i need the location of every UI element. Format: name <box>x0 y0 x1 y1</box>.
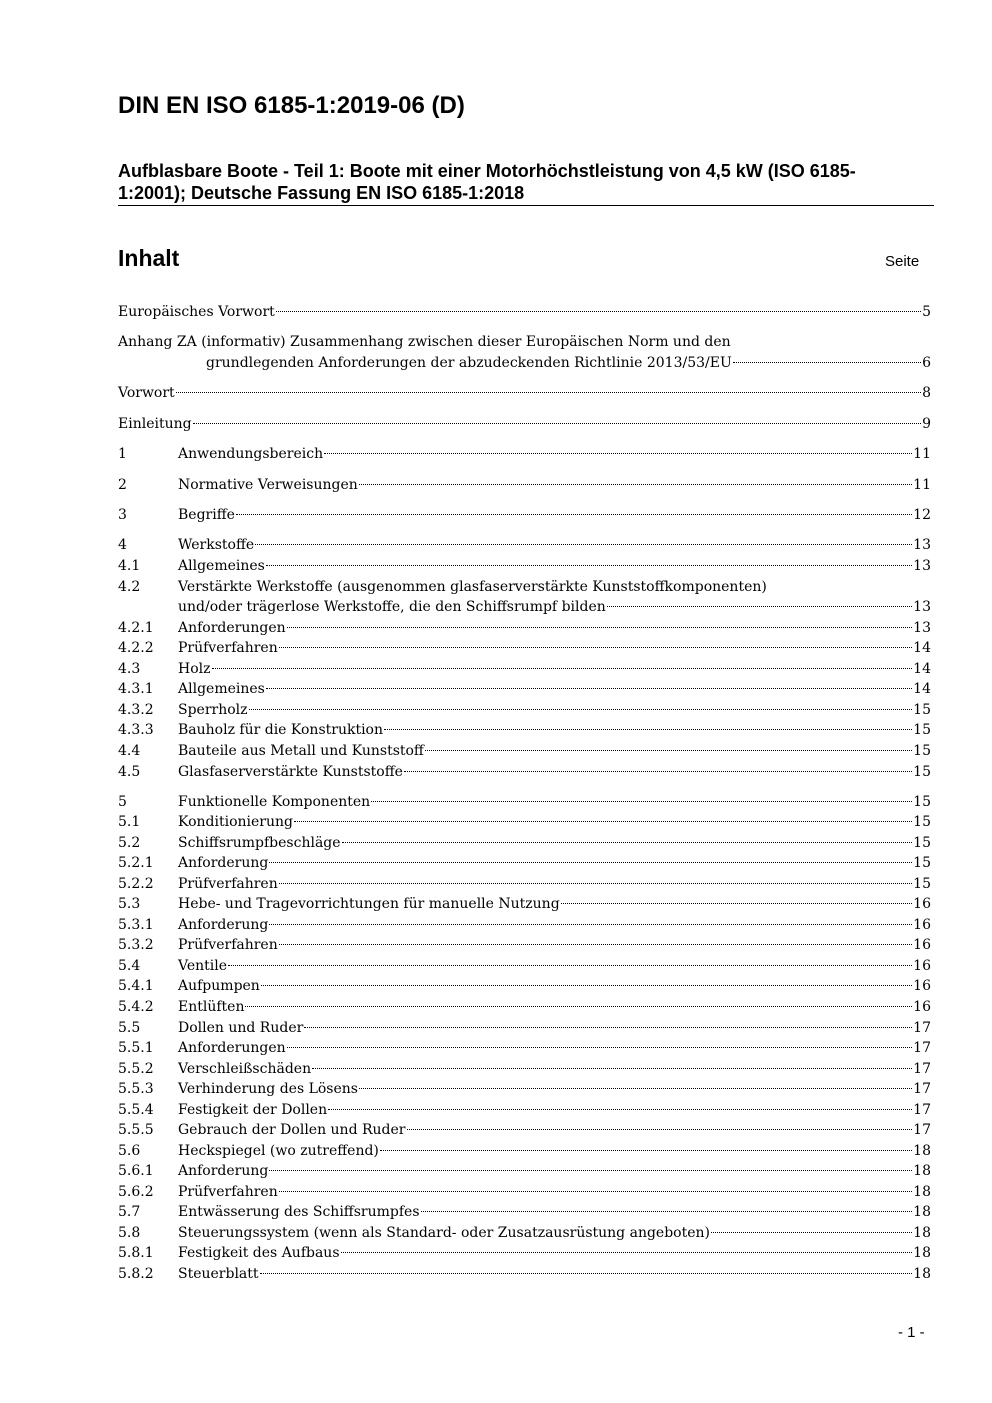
toc-entry[interactable] <box>118 505 931 525</box>
toc-entry[interactable] <box>118 976 931 996</box>
toc-dot-leader <box>380 1150 912 1151</box>
toc-entry-page: 18 <box>913 1204 931 1220</box>
toc-entry-number: 4.5 <box>118 764 141 780</box>
toc-dot-leader <box>304 1027 912 1028</box>
toc-entry-page: 18 <box>913 1163 931 1179</box>
toc-dot-leader <box>266 565 912 566</box>
toc-entry[interactable] <box>118 894 931 914</box>
toc-entry[interactable] <box>118 383 931 403</box>
toc-entry-number: 5.3.1 <box>118 917 154 933</box>
toc-entry-number: 5.5.4 <box>118 1102 154 1118</box>
toc-entry-title: Schiffsrumpfbeschläge <box>178 835 341 851</box>
toc-entry[interactable] <box>118 444 931 464</box>
toc-entry-title: Anforderungen <box>178 620 286 636</box>
document-title: DIN EN ISO 6185-1:2019-06 (D) <box>118 92 465 119</box>
toc-entry-number: 5.8 <box>118 1225 141 1241</box>
toc-entry-page: 17 <box>913 1061 931 1077</box>
toc-entry-number: 5.6 <box>118 1143 141 1159</box>
toc-dot-leader <box>236 514 912 515</box>
toc-entry-title: Einleitung <box>118 416 192 432</box>
toc-entry[interactable] <box>118 1018 931 1038</box>
toc-entry-title: Vorwort <box>118 385 175 401</box>
toc-entry-page: 13 <box>913 558 931 574</box>
toc-entry-title: Europäisches Vorwort <box>118 304 275 320</box>
toc-entry-title: Anforderung <box>178 917 269 933</box>
toc-dot-leader <box>328 1109 912 1110</box>
toc-entry[interactable] <box>118 659 931 679</box>
toc-entry[interactable] <box>118 679 931 699</box>
toc-entry[interactable] <box>118 475 931 495</box>
toc-entry-title: Dollen und Ruder <box>178 1020 304 1036</box>
toc-entry-title: Steuerblatt <box>178 1266 259 1282</box>
toc-entry[interactable] <box>118 1264 931 1284</box>
toc-dot-leader <box>561 903 913 904</box>
toc-entry-page: 16 <box>913 958 931 974</box>
toc-entry-page: 15 <box>913 855 931 871</box>
toc-entry-title: Verhinderung des Lösens <box>178 1081 358 1097</box>
toc-entry[interactable] <box>118 792 931 812</box>
toc-heading: Inhalt <box>118 245 180 271</box>
toc-entry-page: 18 <box>913 1184 931 1200</box>
toc-entry-page: 9 <box>922 416 931 432</box>
toc-entry-number: 5.5 <box>118 1020 141 1036</box>
toc-dot-leader <box>255 544 912 545</box>
toc-entry-page: 15 <box>913 702 931 718</box>
toc-entry-page: 15 <box>913 743 931 759</box>
toc-entry[interactable] <box>118 762 931 782</box>
toc-dot-leader <box>711 1232 912 1233</box>
toc-entry-page: 15 <box>913 876 931 892</box>
toc-entry-number: 5.3 <box>118 896 141 912</box>
toc-entry[interactable] <box>118 1243 931 1263</box>
toc-entry[interactable] <box>118 1182 931 1202</box>
toc-dot-leader <box>212 668 913 669</box>
toc-entry-title: Steuerungssystem (wenn als Standard- oder Zusatzausrüstung angeboten) <box>178 1225 710 1241</box>
toc-entry[interactable] <box>118 535 931 555</box>
toc-entry-title: Normative Verweisungen <box>178 477 358 493</box>
toc-entry-number: 4.3.2 <box>118 702 154 718</box>
toc-entry-page: 18 <box>913 1225 931 1241</box>
toc-entry-number: 5.5.2 <box>118 1061 154 1077</box>
toc-entry-page: 8 <box>922 385 931 401</box>
toc-entry[interactable] <box>118 556 931 576</box>
toc-entry[interactable] <box>118 956 931 976</box>
toc-entry-page: 16 <box>913 917 931 933</box>
toc-entry-title: Allgemeines <box>178 681 265 697</box>
toc-entry-number: 5.4 <box>118 958 141 974</box>
toc-entry[interactable] <box>118 597 931 617</box>
toc-entry-title: Anhang ZA (informativ) Zusammenhang zwischen dieser Europäischen Norm und den <box>118 334 731 350</box>
toc-dot-leader <box>359 484 912 485</box>
toc-entry-title: Bauteile aus Metall und Kunststoff <box>178 743 424 759</box>
toc-entry[interactable] <box>118 414 931 434</box>
toc-entry[interactable] <box>118 741 931 761</box>
toc-entry-title: Begriffe <box>178 507 235 523</box>
toc-entry-page: 17 <box>913 1040 931 1056</box>
toc-entry-title: Prüfverfahren <box>178 640 278 656</box>
toc-entry[interactable] <box>118 353 931 373</box>
toc-entry-title: Bauholz für die Konstruktion <box>178 722 383 738</box>
toc-entry-title: Hebe- und Tragevorrichtungen für manuelle Nutzung <box>178 896 560 912</box>
title-divider <box>118 205 934 206</box>
toc-entry-title: Funktionelle Komponenten <box>178 794 371 810</box>
toc-entry-page: 13 <box>913 620 931 636</box>
toc-entry[interactable] <box>118 302 931 322</box>
toc-entry-title: Anforderung <box>178 1163 269 1179</box>
toc-entry-number: 5.1 <box>118 814 141 830</box>
toc-entry-page: 14 <box>913 640 931 656</box>
toc-entry-page: 5 <box>922 304 931 320</box>
toc-entry-number: 5.5.5 <box>118 1122 154 1138</box>
toc-entry-number: 5.6.1 <box>118 1163 154 1179</box>
toc-dot-leader <box>404 771 912 772</box>
toc-entry[interactable] <box>118 332 931 352</box>
toc-entry-title: und/oder trägerlose Werkstoffe, die den Schiffsrumpf bilden <box>178 599 606 615</box>
toc-dot-leader <box>371 801 912 802</box>
toc-entry-page: 18 <box>913 1245 931 1261</box>
toc-entry-number: 5.2.2 <box>118 876 154 892</box>
toc-entry-number: 5.2.1 <box>118 855 154 871</box>
toc-dot-leader <box>312 1068 912 1069</box>
toc-entry[interactable] <box>118 1202 931 1222</box>
toc-entry[interactable] <box>118 1038 931 1058</box>
toc-entry-title: Konditionierung <box>178 814 293 830</box>
toc-entry-page: 18 <box>913 1266 931 1282</box>
toc-entry-page: 14 <box>913 661 931 677</box>
toc-entry[interactable] <box>118 1059 931 1079</box>
toc-entry-title: Allgemeines <box>178 558 265 574</box>
toc-entry-page: 17 <box>913 1081 931 1097</box>
toc-entry-number: 4.2.1 <box>118 620 154 636</box>
toc-entry-title: Heckspiegel (wo zutreffend) <box>178 1143 379 1159</box>
toc-entry-title: Glasfaserverstärkte Kunststoffe <box>178 764 403 780</box>
toc-dot-leader <box>261 985 912 986</box>
toc-entry-page: 15 <box>913 764 931 780</box>
toc-dot-leader <box>359 1088 912 1089</box>
toc-entry[interactable] <box>118 1223 931 1243</box>
toc-entry[interactable] <box>118 935 931 955</box>
toc-entry-number: 5.6.2 <box>118 1184 154 1200</box>
toc-entry-title: Prüfverfahren <box>178 937 278 953</box>
toc-entry-title: Festigkeit der Dollen <box>178 1102 328 1118</box>
toc-entry-title: Festigkeit des Aufbaus <box>178 1245 340 1261</box>
toc-dot-leader <box>279 647 912 648</box>
toc-entry-number: 5.7 <box>118 1204 141 1220</box>
toc-entry-page: 11 <box>913 477 931 493</box>
toc-entry-page: 17 <box>913 1122 931 1138</box>
toc-entry-number: 5.4.1 <box>118 978 154 994</box>
toc-entry-title: Ventile <box>178 958 227 974</box>
toc-entry-title: Entlüften <box>178 999 245 1015</box>
toc-entry-page: 15 <box>913 722 931 738</box>
toc-entry-page: 15 <box>913 835 931 851</box>
toc-entry[interactable] <box>118 618 931 638</box>
toc-entry[interactable] <box>118 1079 931 1099</box>
toc-entry-page: 16 <box>913 978 931 994</box>
toc-entry-title: Prüfverfahren <box>178 876 278 892</box>
toc-entry-number: 4 <box>118 537 127 553</box>
toc-dot-leader <box>384 729 912 730</box>
document-subtitle: Aufblasbare Boote - Teil 1: Boote mit einer Motorhöchstleistung von 4,5 kW (ISO 6185-1:2001); Deutsche Fassung EN ISO 6185-1:2018 <box>118 161 856 203</box>
toc-entry-number: 5.4.2 <box>118 999 154 1015</box>
toc-entry-title: Holz <box>178 661 211 677</box>
toc-entry-number: 5.5.1 <box>118 1040 154 1056</box>
toc-entry-page: 16 <box>913 896 931 912</box>
toc-entry-number: 4.3 <box>118 661 141 677</box>
toc-entry-page: 17 <box>913 1020 931 1036</box>
toc-entry[interactable] <box>118 997 931 1017</box>
toc-entry-page: 16 <box>913 937 931 953</box>
toc-dot-leader <box>733 362 921 363</box>
toc-dot-leader <box>324 453 912 454</box>
toc-entry-page: 12 <box>913 507 931 523</box>
toc-entry-page: 13 <box>913 537 931 553</box>
toc-entry[interactable] <box>118 1141 931 1161</box>
toc-dot-leader <box>287 627 913 628</box>
toc-dot-leader <box>421 1211 913 1212</box>
toc-entry[interactable] <box>118 577 931 597</box>
toc-entry-page: 11 <box>913 446 931 462</box>
toc-entry[interactable] <box>118 1161 931 1181</box>
toc-page-column-label: Seite <box>885 253 920 270</box>
toc-entry-page: 15 <box>913 814 931 830</box>
toc-entry-number: 5.8.1 <box>118 1245 154 1261</box>
toc-entry-number: 5.2 <box>118 835 141 851</box>
toc-entry-page: 18 <box>913 1143 931 1159</box>
toc-dot-leader <box>279 883 912 884</box>
toc-entry-number: 4.3.1 <box>118 681 154 697</box>
toc-entry[interactable] <box>118 874 931 894</box>
toc-entry-page: 15 <box>913 794 931 810</box>
toc-entry-title: Werkstoffe <box>178 537 255 553</box>
toc-entry[interactable] <box>118 915 931 935</box>
toc-dot-leader <box>287 1047 913 1048</box>
toc-entry[interactable] <box>118 833 931 853</box>
toc-dot-leader <box>342 842 913 843</box>
toc-dot-leader <box>260 1273 913 1274</box>
toc-entry-number: 4.2.2 <box>118 640 154 656</box>
toc-entry-title: Sperrholz <box>178 702 248 718</box>
toc-entry-title: Entwässerung des Schiffsrumpfes <box>178 1204 420 1220</box>
toc-dot-leader <box>279 944 912 945</box>
toc-entry-title: Verschleißschäden <box>178 1061 312 1077</box>
toc-entry-number: 4.1 <box>118 558 141 574</box>
toc-entry[interactable] <box>118 1100 931 1120</box>
toc-entry-number: 4.2 <box>118 579 141 595</box>
toc-entry-number: 5.8.2 <box>118 1266 154 1282</box>
toc-entry-number: 5.3.2 <box>118 937 154 953</box>
toc-entry-number: 2 <box>118 477 127 493</box>
toc-entry-page: 6 <box>922 355 931 371</box>
toc-dot-leader <box>269 1170 912 1171</box>
toc-entry-number: 5.5.3 <box>118 1081 154 1097</box>
page-number: - 1 - <box>898 1324 925 1341</box>
toc-entry-title: grundlegenden Anforderungen der abzudeckenden Richtlinie 2013/53/EU <box>206 355 732 371</box>
toc-dot-leader <box>193 423 922 424</box>
toc-entry[interactable] <box>118 812 931 832</box>
toc-entry[interactable] <box>118 720 931 740</box>
toc-entry-title: Verstärkte Werkstoffe (ausgenommen glasfaserverstärkte Kunststoffkomponenten) <box>178 579 767 595</box>
toc-dot-leader <box>341 1252 913 1253</box>
toc-dot-leader <box>276 311 921 312</box>
toc-dot-leader <box>294 821 912 822</box>
toc-dot-leader <box>425 750 912 751</box>
toc-dot-leader <box>407 1129 913 1130</box>
toc-entry-page: 17 <box>913 1102 931 1118</box>
toc-dot-leader <box>279 1191 912 1192</box>
toc-entry-number: 4.3.3 <box>118 722 154 738</box>
toc-dot-leader <box>249 709 913 710</box>
toc-entry-page: 16 <box>913 999 931 1015</box>
toc-entry[interactable] <box>118 638 931 658</box>
toc-entry-page: 13 <box>913 599 931 615</box>
toc-dot-leader <box>228 965 912 966</box>
toc-entry-title: Prüfverfahren <box>178 1184 278 1200</box>
toc-entry-number: 3 <box>118 507 127 523</box>
toc-entry-number: 4.4 <box>118 743 141 759</box>
toc-dot-leader <box>269 862 912 863</box>
toc-entry-title: Anforderung <box>178 855 269 871</box>
toc-dot-leader <box>245 1006 912 1007</box>
toc-entry-number: 1 <box>118 446 127 462</box>
toc-entry[interactable] <box>118 1120 931 1140</box>
toc-dot-leader <box>266 688 912 689</box>
toc-dot-leader <box>269 924 912 925</box>
toc-entry-title: Anwendungsbereich <box>178 446 324 462</box>
toc-entry-title: Aufpumpen <box>178 978 260 994</box>
toc-entry-title: Gebrauch der Dollen und Ruder <box>178 1122 406 1138</box>
toc-entry-title: Anforderungen <box>178 1040 286 1056</box>
toc-entry[interactable] <box>118 853 931 873</box>
toc-entry-number: 5 <box>118 794 127 810</box>
toc-entry-page: 14 <box>913 681 931 697</box>
toc-dot-leader <box>607 606 912 607</box>
toc-dot-leader <box>176 392 921 393</box>
toc-entry[interactable] <box>118 700 931 720</box>
